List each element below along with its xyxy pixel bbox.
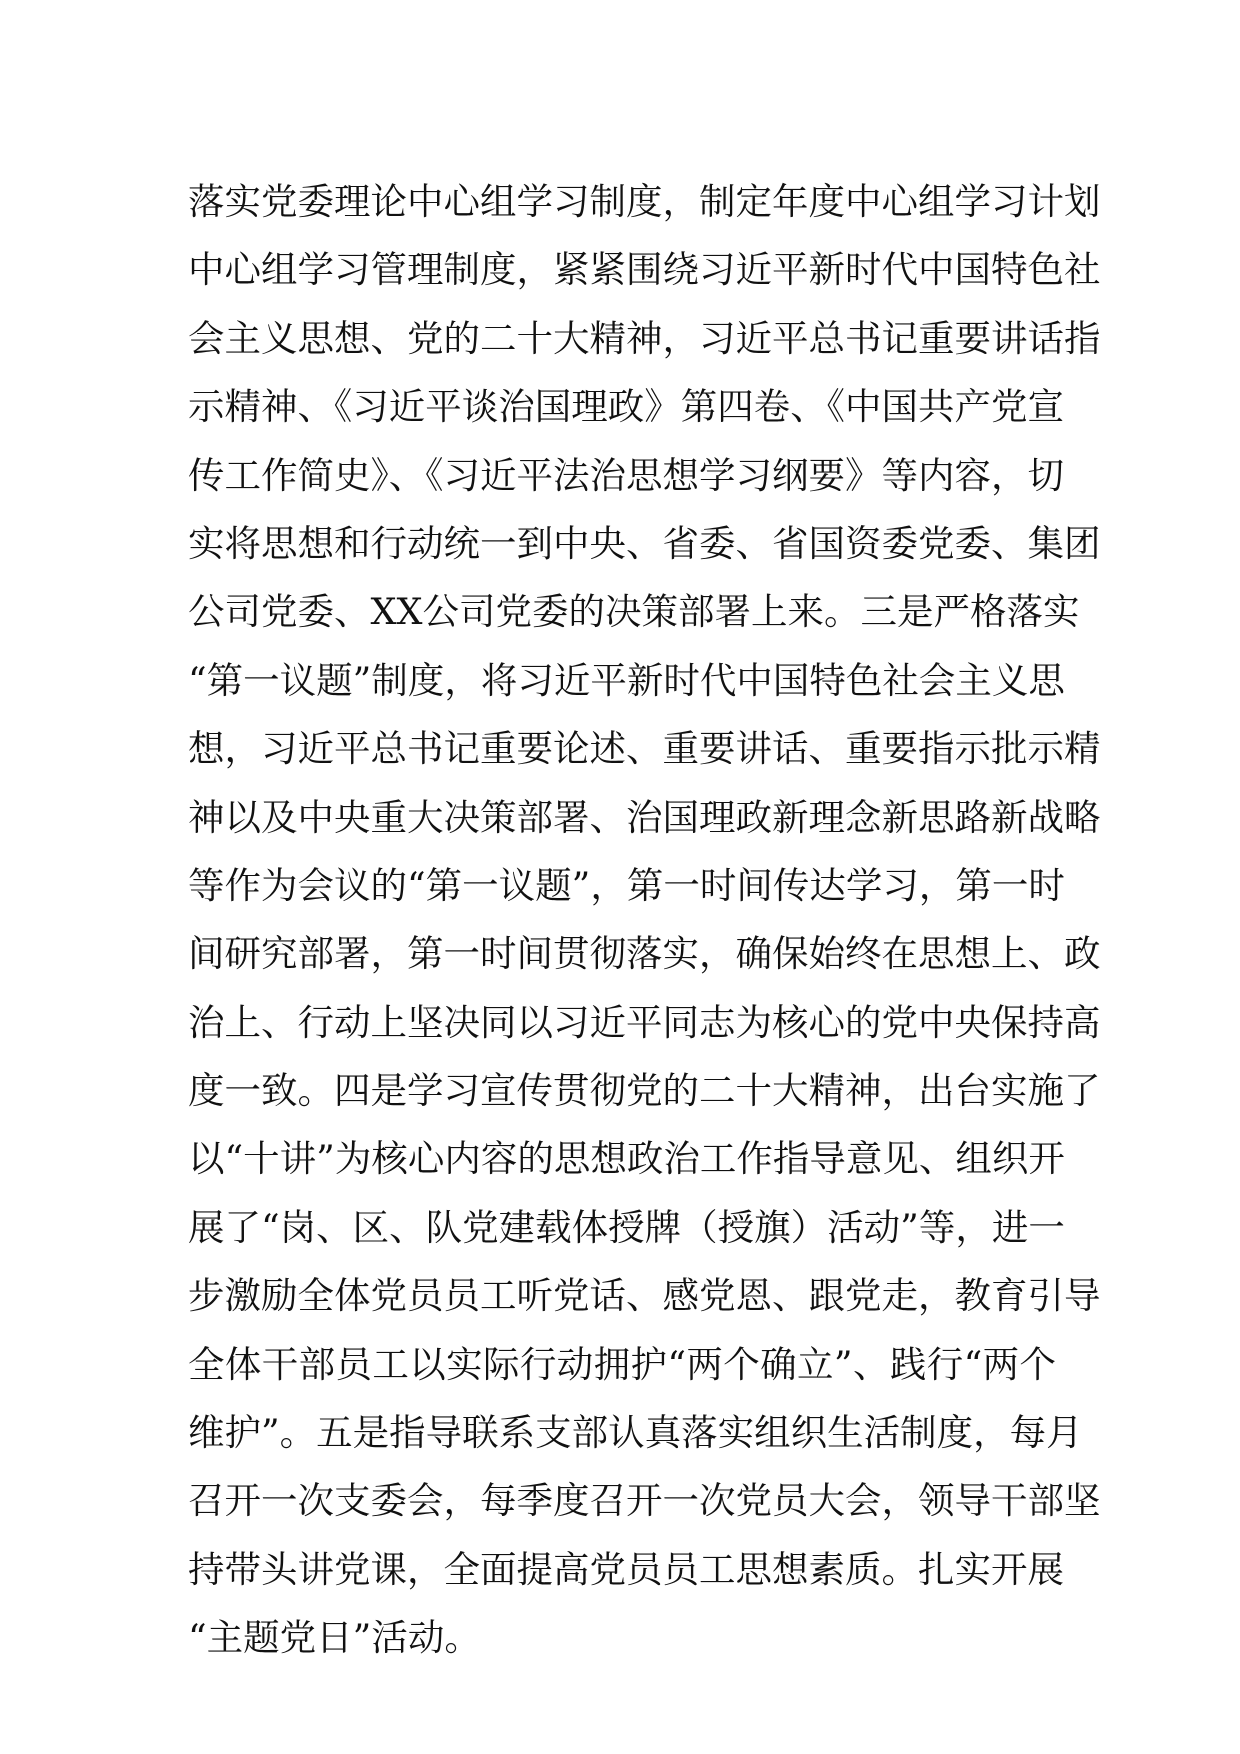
text-line: 步激励全体党员员工听党话、感党恩、跟党走，教育引导 xyxy=(188,1274,1101,1318)
text-line: 实将思想和行动统一到中央、省委、省国资委党委、集团 xyxy=(188,521,1101,565)
text-line: 维护”。五是指导联系支部认真落实组织生活制度，每月 xyxy=(188,1411,1083,1455)
text-line: 间研究部署，第一时间贯彻落实，确保始终在思想上、政 xyxy=(188,932,1101,976)
text-line: 落实党委理论中心组学习制度，制定年度中心组学习计划 xyxy=(188,180,1101,223)
text-line: 持带头讲党课，全面提高党员员工思想素质。扎实开展 xyxy=(188,1547,1064,1591)
text-line: 召开一次支委会，每季度召开一次党员大会，领导干部坚 xyxy=(188,1479,1101,1523)
text-line: 公司党委、XX公司党委的决策部署上来。三是严格落实 xyxy=(188,590,1080,634)
text-line: 全体干部员工以实际行动拥护“两个确立”、践行“两个 xyxy=(188,1342,1056,1386)
text-line: 传工作简史》、《习近平法治思想学习纲要》等内容，切 xyxy=(188,453,1064,497)
text-line: 以“十讲”为核心内容的思想政治工作指导意见、组织开 xyxy=(188,1137,1065,1181)
text-line: 想，习近平总书记重要论述、重要讲话、重要指示批示精 xyxy=(188,727,1101,771)
text-line: 治上、行动上坚决同以习近平同志为核心的党中央保持高 xyxy=(188,1000,1101,1044)
text-line: 等作为会议的“第一议题”，第一时间传达学习，第一时 xyxy=(188,863,1065,907)
text-line: 会主义思想、党的二十大精神，习近平总书记重要讲话指 xyxy=(188,316,1101,360)
text-line: 神以及中央重大决策部署、治国理政新理念新思路新战略 xyxy=(188,795,1101,839)
text-line: 展了“岗、区、队党建载体授牌（授旗）活动”等，进一 xyxy=(188,1205,1065,1249)
text-line: 度一致。四是学习宣传贯彻党的二十大精神，出台实施了 xyxy=(188,1069,1101,1113)
text-line: “第一议题”制度，将习近平新时代中国特色社会主义思 xyxy=(188,658,1065,702)
text-line: 中心组学习管理制度，紧紧围绕习近平新时代中国特色社 xyxy=(188,248,1101,292)
body-paragraph xyxy=(188,168,1101,1673)
text-line: 示精神、《习近平谈治国理政》第四卷、《中国共产党宣 xyxy=(188,385,1064,429)
text-line-final: “主题党日”活动。 xyxy=(188,1616,481,1660)
